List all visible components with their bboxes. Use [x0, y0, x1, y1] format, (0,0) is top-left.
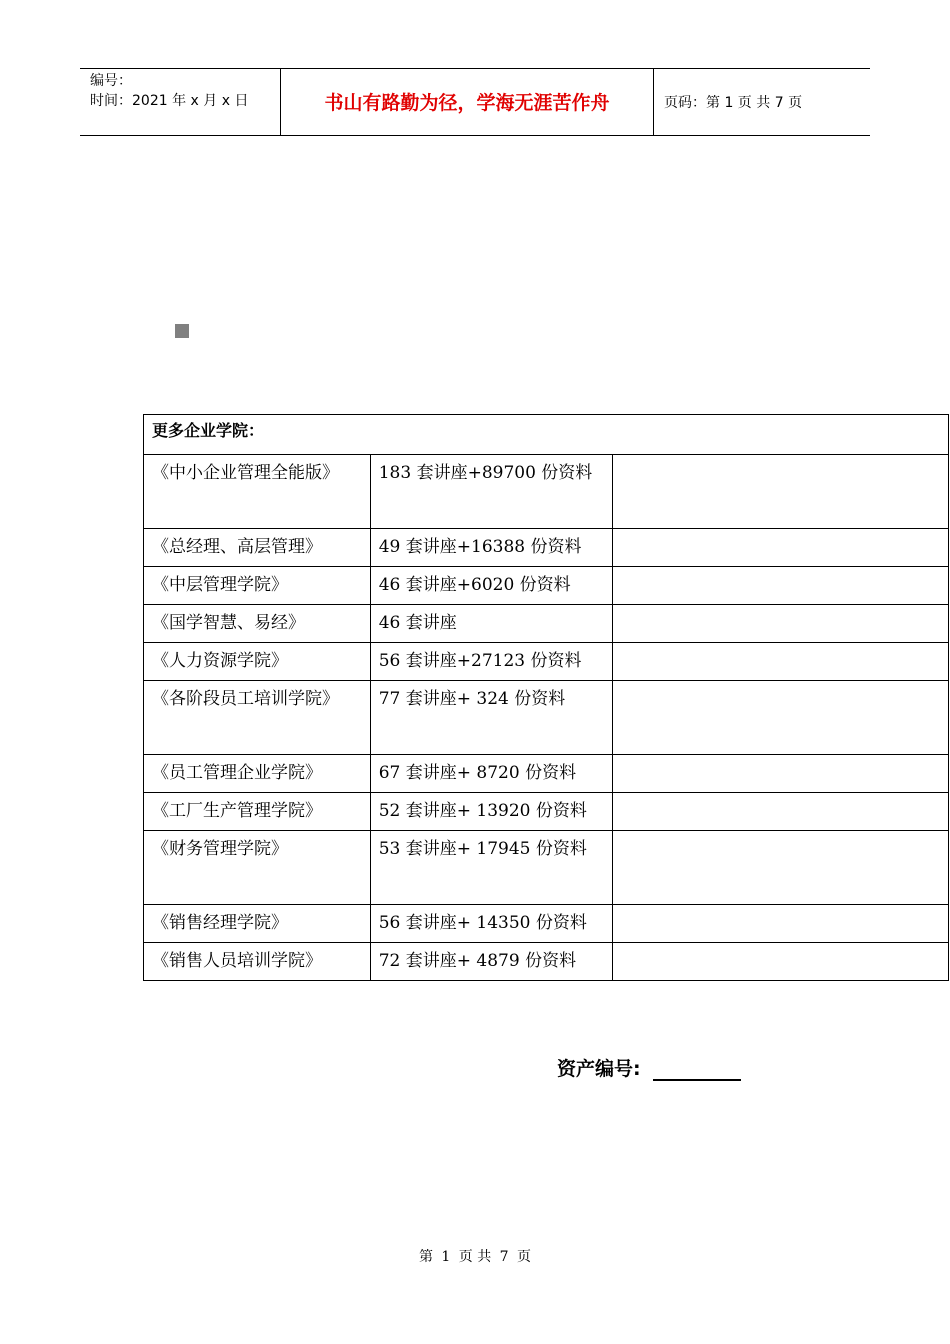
asset-label: 资产编号: — [557, 1058, 641, 1080]
course-content: 46 套讲座 — [370, 605, 613, 643]
course-content: 56 套讲座+27123 份资料 — [370, 643, 613, 681]
course-table — [143, 414, 949, 981]
footer-page: 1 — [441, 1249, 451, 1265]
course-extra — [613, 605, 949, 643]
course-name: 《国学智慧、易经》 — [144, 605, 371, 643]
footer-suffix: 页 — [517, 1249, 532, 1265]
table-row — [144, 793, 949, 831]
course-name: 《中小企业管理全能版》 — [144, 455, 371, 529]
course-extra — [613, 529, 949, 567]
asset-number — [557, 1054, 741, 1081]
header-meta — [80, 69, 281, 135]
course-name: 《工厂生产管理学院》 — [144, 793, 371, 831]
course-extra — [613, 643, 949, 681]
table-row — [144, 605, 949, 643]
table-row — [144, 529, 949, 567]
course-content: 183 套讲座+89700 份资料 — [370, 455, 613, 529]
footer-middle: 页 共 — [458, 1249, 492, 1265]
table-row — [144, 455, 949, 529]
course-extra — [613, 831, 949, 905]
code-label: 编号： — [90, 73, 132, 89]
course-content: 56 套讲座+ 14350 份资料 — [370, 905, 613, 943]
course-extra — [613, 455, 949, 529]
course-content: 46 套讲座+6020 份资料 — [370, 567, 613, 605]
table-row — [144, 905, 949, 943]
table-row — [144, 567, 949, 605]
course-extra — [613, 905, 949, 943]
course-name: 《中层管理学院》 — [144, 567, 371, 605]
table-row — [144, 755, 949, 793]
course-name: 《各阶段员工培训学院》 — [144, 681, 371, 755]
course-name: 《总经理、高层管理》 — [144, 529, 371, 567]
course-content: 52 套讲座+ 13920 份资料 — [370, 793, 613, 831]
table-row — [144, 643, 949, 681]
course-name: 《销售人员培训学院》 — [144, 943, 371, 981]
table-row — [144, 831, 949, 905]
page-footer — [0, 1246, 950, 1266]
table-title: 更多企业学院： — [144, 415, 949, 455]
course-content: 72 套讲座+ 4879 份资料 — [370, 943, 613, 981]
course-name: 《员工管理企业学院》 — [144, 755, 371, 793]
course-extra — [613, 755, 949, 793]
course-name: 《销售经理学院》 — [144, 905, 371, 943]
course-name: 《财务管理学院》 — [144, 831, 371, 905]
footer-total: 7 — [499, 1249, 509, 1265]
course-content: 67 套讲座+ 8720 份资料 — [370, 755, 613, 793]
course-content: 77 套讲座+ 324 份资料 — [370, 681, 613, 755]
square-marker-icon — [175, 324, 189, 338]
course-extra — [613, 943, 949, 981]
header-motto: 书山有路勤为径，学海无涯苦作舟 — [281, 69, 654, 135]
page-header — [80, 68, 870, 136]
asset-number-blank — [653, 1057, 741, 1081]
course-extra — [613, 567, 949, 605]
course-extra — [613, 793, 949, 831]
footer-prefix: 第 — [418, 1249, 433, 1265]
table-row — [144, 681, 949, 755]
course-name: 《人力资源学院》 — [144, 643, 371, 681]
course-extra — [613, 681, 949, 755]
table-row — [144, 943, 949, 981]
course-content: 49 套讲座+16388 份资料 — [370, 529, 613, 567]
course-content: 53 套讲座+ 17945 份资料 — [370, 831, 613, 905]
date-label: 时间：2021 年 x 月 x 日 — [90, 93, 249, 109]
header-page-info: 页码：第 1 页 共 7 页 — [664, 95, 803, 111]
